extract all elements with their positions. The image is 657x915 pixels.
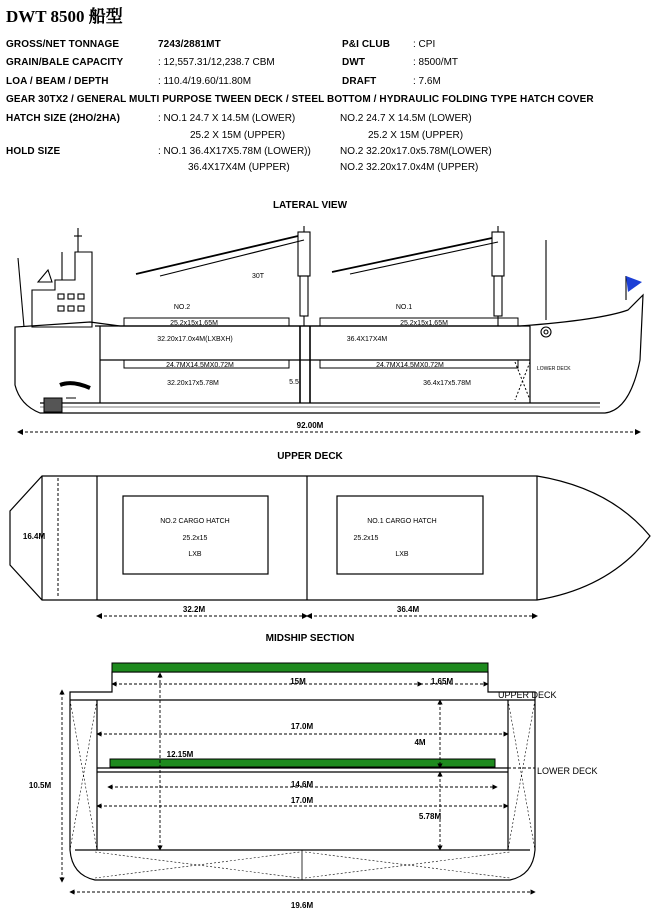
loa-label: LOA / BEAM / DEPTH [6, 76, 109, 87]
tween2-size: 24.7MX14.5MX0.72M [166, 362, 234, 369]
hatch1-upper-size: 25.2x15x1.65M [400, 320, 448, 327]
len1-label: 36.4M [396, 605, 420, 614]
hatch-no1-lower: : NO.1 24.7 X 14.5M (LOWER) [158, 113, 296, 124]
hold-no1-lower: : NO.1 36.4X17X5.78M (LOWER)) [158, 146, 311, 157]
page-title: DWT 8500 船型 [6, 7, 123, 26]
crane-aft [136, 226, 310, 326]
hatch1-size: 25.2x15 [353, 535, 379, 542]
inner-height-label: 12.15M [166, 750, 194, 759]
height-5-5-label: 5.5 [289, 379, 299, 386]
len2-label: 32.2M [182, 605, 206, 614]
pi-club-value: : CPI [413, 39, 436, 50]
hold1-lower-size: 36.4x17x5.78M [423, 380, 471, 387]
gear-line: GEAR 30TX2 / GENERAL MULTI PURPOSE TWEEN DECK / STEEL BOTTOM / HYDRAULIC FOLDING TYPE HATCH COVER [6, 94, 594, 105]
flag-icon [626, 276, 642, 292]
hold-no2-label: NO.2 [173, 304, 191, 311]
tween-height-label: 4M [414, 738, 426, 747]
lateral-view-heading: LATERAL VIEW [272, 200, 348, 211]
grain-capacity-value: : 12,557.31/12,238.7 CBM [158, 57, 275, 68]
breadth-label: 19.6M [290, 901, 314, 910]
draft-label: DRAFT [342, 76, 377, 87]
tween1-size: 24.7MX14.5MX0.72M [376, 362, 444, 369]
hatch-size-label: HATCH SIZE (2HO/2HA) [6, 113, 121, 124]
crane-fwd [332, 226, 504, 326]
hatch2-size: 25.2x15 [182, 535, 208, 542]
gross-tonnage-value: 7243/2881MT [158, 39, 221, 50]
dwt-value: : 8500/MT [413, 57, 459, 68]
crane-capacity-label: 30T [251, 273, 265, 280]
lower-deck-lateral-label: LOWER DECK [537, 366, 571, 372]
hold-width-upper-label: 17.0M [290, 722, 314, 731]
hold2-lower-size: 32.20x17x5.78M [167, 380, 219, 387]
midship-section [70, 672, 535, 880]
dwt-label: DWT [342, 57, 366, 68]
upper-deck-heading: UPPER DECK [277, 451, 343, 462]
hatch-no2-lower: NO.2 24.7 X 14.5M (LOWER) [340, 113, 472, 124]
hatch2-upper-size: 25.2x15x1.65M [170, 320, 218, 327]
hold-width-lower-label: 17.0M [290, 796, 314, 805]
hatch-no1-upper: 25.2 X 15M (UPPER) [190, 130, 286, 141]
upper-hatch-cover [112, 663, 488, 672]
hold2-upper-size: 32.20x17.0x4M(LXBXH) [157, 336, 233, 343]
hold-no2-upper: NO.2 32.20x17.0x4M (UPPER) [340, 162, 479, 173]
hold-no1-label: NO.1 [395, 304, 413, 311]
tween-width-label: 14.6M [290, 780, 314, 789]
hold1-upper-size: 36.4X17X4M [346, 336, 388, 343]
gross-tonnage-label: GROSS/NET TONNAGE [6, 39, 120, 50]
hatch1-unit: LXB [395, 551, 409, 558]
hatch1-title: NO.1 CARGO HATCH [367, 518, 437, 525]
lateral-hull [15, 295, 643, 413]
depth-label: 10.5M [28, 781, 52, 790]
deck-beam-label: 16.4M [22, 532, 46, 541]
hold-no2-lower: NO.2 32.20x17.0x5.78M(LOWER) [340, 146, 492, 157]
hatch-width-label: 15M [290, 677, 306, 686]
upper-deck-label: UPPER DECK [498, 690, 557, 700]
hatch2-title: NO.2 CARGO HATCH [160, 518, 230, 525]
lower-deck-label: LOWER DECK [537, 766, 598, 776]
lateral-superstructure [18, 228, 92, 327]
lower-height-label: 5.78M [418, 812, 442, 821]
lateral-engine [44, 383, 90, 412]
grain-capacity-label: GRAIN/BALE CAPACITY [6, 57, 124, 68]
lower-hatch-cover [110, 759, 495, 767]
pi-club-label: P&I CLUB [342, 39, 391, 50]
hatch-no2-upper: 25.2 X 15M (UPPER) [368, 130, 464, 141]
hold-no1-upper: 36.4X17X4M (UPPER) [188, 162, 290, 173]
hatch2-unit: LXB [188, 551, 202, 558]
coaming-label: 1.65M [430, 677, 454, 686]
upper-deck-plan [10, 476, 650, 600]
hold-size-label: HOLD SIZE [6, 146, 61, 157]
length-label: 92.00M [296, 421, 324, 430]
fore-mast [541, 240, 626, 337]
draft-value: : 7.6M [413, 76, 441, 87]
loa-value: : 110.4/19.60/11.80M [158, 76, 252, 87]
midship-heading: MIDSHIP SECTION [265, 633, 355, 644]
